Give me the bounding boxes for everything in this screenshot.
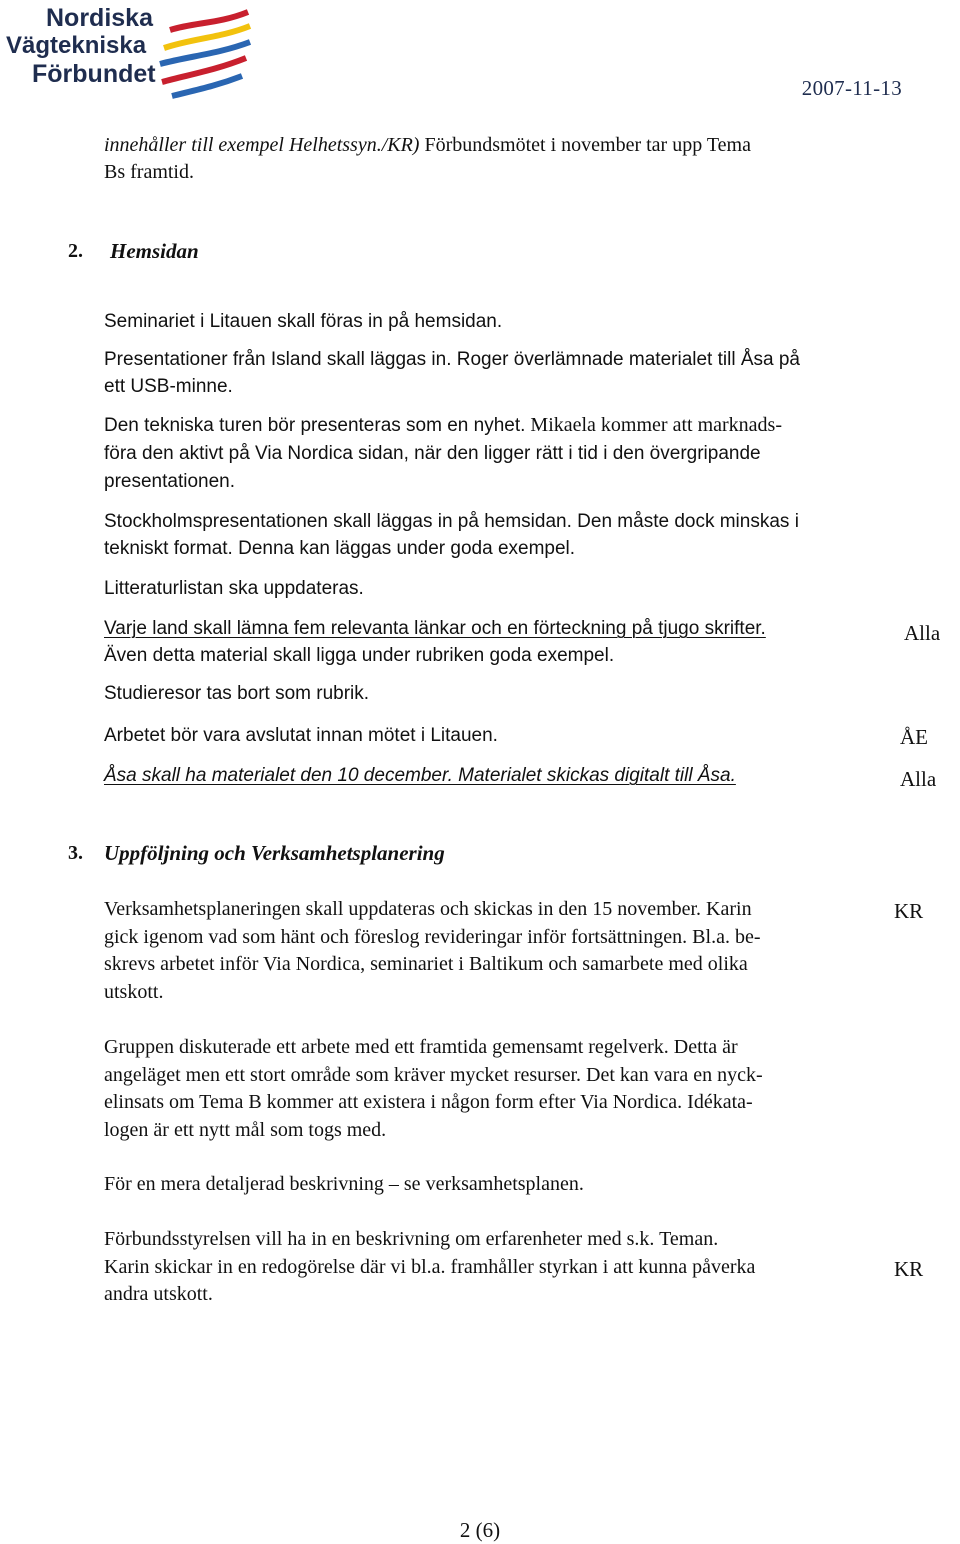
intro-rest: Förbundsmötet i november tar upp Tema xyxy=(419,134,751,156)
responsible-tag-kr-1: KR xyxy=(894,899,924,923)
document-date: 2007-11-13 xyxy=(801,76,902,100)
intro-italic: innehåller till exempel Helhetssyn./KR) xyxy=(104,134,420,156)
section-3-title: Uppföljning och Verksamhetsplanering xyxy=(104,841,445,865)
hemsidan-line-3: ett USB-minne. xyxy=(104,376,233,397)
hemsidan-line-8: tekniskt format. Denna kan läggas under goda exempel. xyxy=(104,538,576,559)
logo-wave-graphic xyxy=(156,4,256,100)
logo-line-2: Vägtekniska xyxy=(6,32,147,59)
intro-line-2: Bs framtid. xyxy=(104,161,194,183)
hemsidan-line-11: Även detta material skall ligga under rubriken goda exempel. xyxy=(104,645,615,666)
section-3-number: 3. xyxy=(68,842,83,864)
logo-line-3: Förbundet xyxy=(32,60,156,88)
page-number: 2 (6) xyxy=(459,1518,501,1542)
plan-p1-line-1: Verksamhetsplaneringen skall uppdateras och skickas in den 15 november. Karin xyxy=(104,898,752,920)
responsible-tag-kr-2: KR xyxy=(894,1257,924,1281)
section-2-number: 2. xyxy=(68,240,83,262)
hemsidan-line-14: Åsa skall ha materialet den 10 december. Materialet skickas digitalt till Åsa. xyxy=(104,765,736,786)
plan-p2-line-4: logen är ett nytt mål som togs med. xyxy=(104,1119,387,1141)
hemsidan-line-7: Stockholmspresentationen skall läggas in på hemsidan. Den måste dock minskas i xyxy=(104,511,799,532)
section-2-title: Hemsidan xyxy=(110,239,199,263)
plan-p4-line-1: Förbundsstyrelsen vill ha in en beskrivning om erfarenheter med s.k. Teman. xyxy=(104,1228,719,1250)
plan-p3-line-1: För en mera detaljerad beskrivning – se verksamhetsplanen. xyxy=(104,1173,584,1195)
hemsidan-line-12: Studieresor tas bort som rubrik. xyxy=(104,683,370,704)
hemsidan-line-6: presentationen. xyxy=(104,471,235,492)
organization-logo xyxy=(6,4,256,104)
hemsidan-line-13: Arbetet bör vara avslutat innan mötet i Litauen. xyxy=(104,725,498,746)
plan-p2-line-3: elinsats om Tema B kommer att existera i någon form efter Via Nordica. Idékata- xyxy=(104,1091,753,1113)
plan-p1-line-2: gick igenom vad som hänt och föreslog revideringar inför fortsättningen. Bl.a. be- xyxy=(104,926,761,948)
intro-line-1 xyxy=(104,132,751,159)
responsible-tag-3: Alla xyxy=(900,767,937,791)
plan-p2-line-2: angeläget men ett stort område som kräver mycket resurser. Det kan vara en nyck- xyxy=(104,1064,763,1086)
hemsidan-line-4 xyxy=(104,412,782,439)
responsible-tag-2: ÅE xyxy=(900,725,928,749)
hemsidan-line-2: Presentationer från Island skall läggas in. Roger överlämnade materialet till Åsa på xyxy=(104,349,800,370)
hemsidan-line-5: föra den aktivt på Via Nordica sidan, när den ligger rätt i tid i den övergripande xyxy=(104,443,761,464)
plan-p4-line-3: andra utskott. xyxy=(104,1283,213,1305)
hemsidan-line-4b: Mikaela kommer att marknads- xyxy=(525,414,782,436)
plan-p2-line-1: Gruppen diskuterade ett arbete med ett framtida gemensamt regelverk. Detta är xyxy=(104,1036,738,1058)
logo-stripe-red xyxy=(170,12,248,30)
hemsidan-line-9: Litteraturlistan ska uppdateras. xyxy=(104,578,364,599)
responsible-tag-1: Alla xyxy=(904,621,941,645)
plan-p1-line-4: utskott. xyxy=(104,981,164,1003)
hemsidan-line-4a: Den tekniska turen bör presenteras som en nyhet. xyxy=(104,415,526,436)
plan-p4-line-2: Karin skickar in en redogörelse där vi bl.a. framhåller styrkan i att kunna påverka xyxy=(104,1256,756,1278)
plan-p1-line-3: skrevs arbetet inför Via Nordica, seminariet i Baltikum och samarbete med olika xyxy=(104,953,748,975)
hemsidan-line-1: Seminariet i Litauen skall föras in på hemsidan. xyxy=(104,311,503,332)
hemsidan-line-10: Varje land skall lämna fem relevanta länkar och en förteckning på tjugo skrifter. xyxy=(104,618,766,639)
logo-line-1: Nordiska xyxy=(46,4,153,32)
